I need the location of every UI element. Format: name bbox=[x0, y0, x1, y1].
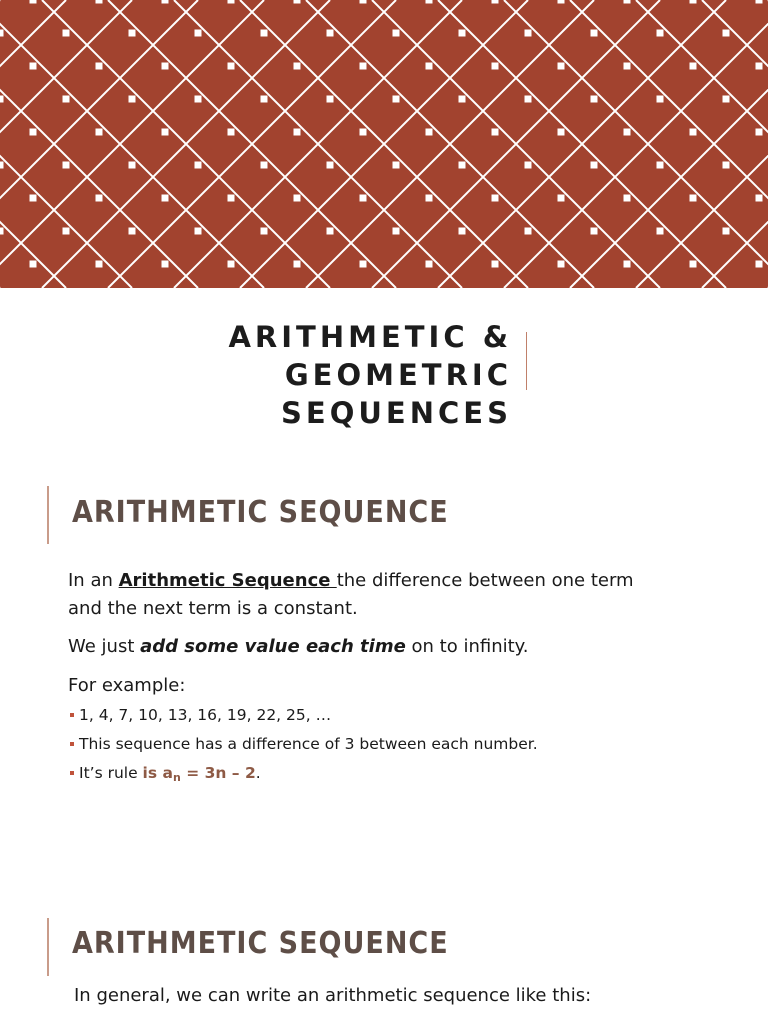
lattice-dot bbox=[723, 162, 730, 169]
lattice-dot bbox=[492, 195, 499, 202]
slide-accent-rule bbox=[47, 486, 49, 544]
bullet-marker bbox=[70, 713, 74, 717]
lattice-dot bbox=[393, 162, 400, 169]
lattice-dot bbox=[63, 30, 70, 37]
decorative-banner bbox=[0, 0, 768, 288]
lattice-dot bbox=[525, 162, 532, 169]
lattice-dot bbox=[558, 195, 565, 202]
lattice-dot bbox=[96, 195, 103, 202]
lattice-dot bbox=[63, 162, 70, 169]
lattice-dot bbox=[459, 96, 466, 103]
lattice-dot bbox=[393, 228, 400, 235]
lattice-dot bbox=[0, 228, 4, 235]
presentation-title bbox=[60, 318, 512, 432]
lattice-dot bbox=[96, 129, 103, 136]
lattice-dot bbox=[492, 63, 499, 70]
definition-suffix: the difference between one term and the next term is a constant. bbox=[68, 570, 634, 619]
lattice-dot bbox=[294, 261, 301, 268]
lattice-dot bbox=[558, 0, 565, 4]
lattice-dot bbox=[162, 261, 169, 268]
rule-suffix: . bbox=[255, 764, 261, 782]
lattice-dot bbox=[360, 63, 367, 70]
lattice-dot bbox=[426, 0, 433, 4]
list-item bbox=[70, 701, 538, 730]
list-item bbox=[70, 759, 538, 792]
lattice-dot bbox=[492, 261, 499, 268]
lattice-dot bbox=[591, 30, 598, 37]
lattice-dot bbox=[525, 228, 532, 235]
lattice-dot bbox=[162, 63, 169, 70]
lattice-dot bbox=[228, 0, 235, 4]
lattice-dot bbox=[360, 261, 367, 268]
lattice-dot bbox=[228, 195, 235, 202]
lattice-dot bbox=[96, 261, 103, 268]
example-bullet-list bbox=[70, 701, 538, 792]
lattice-dot bbox=[426, 261, 433, 268]
lattice-dot bbox=[360, 129, 367, 136]
lattice-dot bbox=[228, 63, 235, 70]
definition-term: Arithmetic Sequence bbox=[118, 570, 337, 591]
lattice-dot bbox=[327, 228, 334, 235]
lattice-dot bbox=[690, 195, 697, 202]
lattice-dot bbox=[723, 30, 730, 37]
add-value-emphasis: add some value each time bbox=[140, 636, 406, 657]
slide-accent-rule bbox=[47, 918, 49, 976]
slide-heading: ARITHMETIC SEQUENCE bbox=[72, 495, 449, 530]
lattice-dot bbox=[756, 129, 763, 136]
bullet-marker bbox=[70, 771, 74, 775]
lattice-dot bbox=[657, 96, 664, 103]
rule-formula-subscript: n bbox=[172, 771, 181, 784]
rule-formula-a: is a bbox=[142, 764, 173, 782]
lattice-dot bbox=[459, 30, 466, 37]
lattice-dot bbox=[30, 195, 37, 202]
lattice-dot bbox=[558, 129, 565, 136]
lattice-dot bbox=[723, 228, 730, 235]
lattice-dot bbox=[624, 63, 631, 70]
lattice-dot bbox=[459, 228, 466, 235]
lattice-dot bbox=[30, 0, 37, 4]
lattice-dot bbox=[195, 30, 202, 37]
lattice-dot bbox=[261, 30, 268, 37]
title-line-1: ARITHMETIC & GEOMETRIC bbox=[228, 320, 512, 392]
lattice-dot bbox=[756, 261, 763, 268]
lattice-dot bbox=[0, 162, 4, 169]
lattice-dot bbox=[261, 96, 268, 103]
add-value-prefix: We just bbox=[68, 636, 141, 657]
lattice-dot bbox=[129, 162, 136, 169]
lattice-dot bbox=[723, 96, 730, 103]
lattice-dot bbox=[426, 129, 433, 136]
general-form-paragraph: In general, we can write an arithmetic sequence like this: bbox=[74, 985, 592, 1006]
definition-prefix: In an bbox=[68, 570, 119, 591]
definition-paragraph bbox=[68, 567, 668, 623]
lattice-dot bbox=[162, 129, 169, 136]
lattice-dot bbox=[657, 228, 664, 235]
lattice-dot bbox=[756, 63, 763, 70]
lattice-dot bbox=[63, 228, 70, 235]
lattice-dot bbox=[129, 96, 136, 103]
title-accent-rule bbox=[526, 332, 527, 390]
lattice-dot bbox=[624, 129, 631, 136]
lattice-dot bbox=[426, 63, 433, 70]
rule-formula bbox=[143, 764, 256, 782]
lattice-dot bbox=[195, 96, 202, 103]
lattice-dot bbox=[96, 63, 103, 70]
lattice-dot bbox=[657, 162, 664, 169]
lattice-dot bbox=[96, 0, 103, 4]
lattice-dot bbox=[558, 63, 565, 70]
lattice-dot bbox=[30, 63, 37, 70]
lattice-dot bbox=[426, 195, 433, 202]
lattice-dot bbox=[63, 96, 70, 103]
lattice-dot bbox=[129, 228, 136, 235]
sequence-example: 1, 4, 7, 10, 13, 16, 19, 22, 25, … bbox=[79, 706, 332, 724]
lattice-dot bbox=[261, 162, 268, 169]
lattice-dot bbox=[228, 129, 235, 136]
lattice-dot bbox=[558, 261, 565, 268]
lattice-dot bbox=[294, 195, 301, 202]
lattice-dot bbox=[591, 96, 598, 103]
lattice-dot bbox=[30, 261, 37, 268]
lattice-dot bbox=[690, 63, 697, 70]
lattice-dot bbox=[657, 30, 664, 37]
lattice-dot bbox=[228, 261, 235, 268]
add-value-paragraph bbox=[68, 633, 528, 661]
lattice-dot bbox=[261, 228, 268, 235]
lattice-dot bbox=[162, 195, 169, 202]
lattice-dot bbox=[360, 0, 367, 4]
add-value-suffix: on to infinity. bbox=[405, 636, 529, 657]
example-label: For example: bbox=[68, 675, 186, 696]
lattice-dot bbox=[459, 162, 466, 169]
rule-prefix: It’s rule bbox=[79, 764, 143, 782]
lattice-dot bbox=[195, 228, 202, 235]
lattice-dot bbox=[690, 0, 697, 4]
lattice-dot bbox=[591, 162, 598, 169]
title-line-2: SEQUENCES bbox=[281, 396, 512, 430]
lattice-dot bbox=[162, 0, 169, 4]
slide-heading: ARITHMETIC SEQUENCE bbox=[72, 926, 449, 961]
rule-formula-b: = 3n – 2 bbox=[180, 764, 256, 782]
lattice-dot bbox=[756, 195, 763, 202]
list-item bbox=[70, 730, 538, 759]
lattice-dot bbox=[327, 162, 334, 169]
lattice-dot bbox=[492, 0, 499, 4]
lattice-dot bbox=[492, 129, 499, 136]
lattice-dot bbox=[690, 261, 697, 268]
bullet-marker bbox=[70, 742, 74, 746]
lattice-pattern bbox=[0, 0, 768, 288]
lattice-dot bbox=[360, 195, 367, 202]
lattice-dot bbox=[30, 129, 37, 136]
lattice-dot bbox=[624, 195, 631, 202]
lattice-dot bbox=[327, 30, 334, 37]
lattice-dot bbox=[129, 30, 136, 37]
lattice-dot bbox=[393, 96, 400, 103]
lattice-dot bbox=[690, 129, 697, 136]
lattice-dot bbox=[294, 129, 301, 136]
lattice-dot bbox=[624, 261, 631, 268]
lattice-dot bbox=[393, 30, 400, 37]
lattice-dot bbox=[525, 96, 532, 103]
lattice-dot bbox=[294, 63, 301, 70]
lattice-dot bbox=[0, 30, 4, 37]
lattice-dot bbox=[624, 0, 631, 4]
lattice-dot bbox=[0, 96, 4, 103]
lattice-dot bbox=[756, 0, 763, 4]
lattice-dot bbox=[327, 96, 334, 103]
difference-note: This sequence has a difference of 3 between each number. bbox=[79, 735, 538, 753]
lattice-dot bbox=[525, 30, 532, 37]
lattice-dot bbox=[195, 162, 202, 169]
lattice-dot bbox=[294, 0, 301, 4]
lattice-dot bbox=[591, 228, 598, 235]
